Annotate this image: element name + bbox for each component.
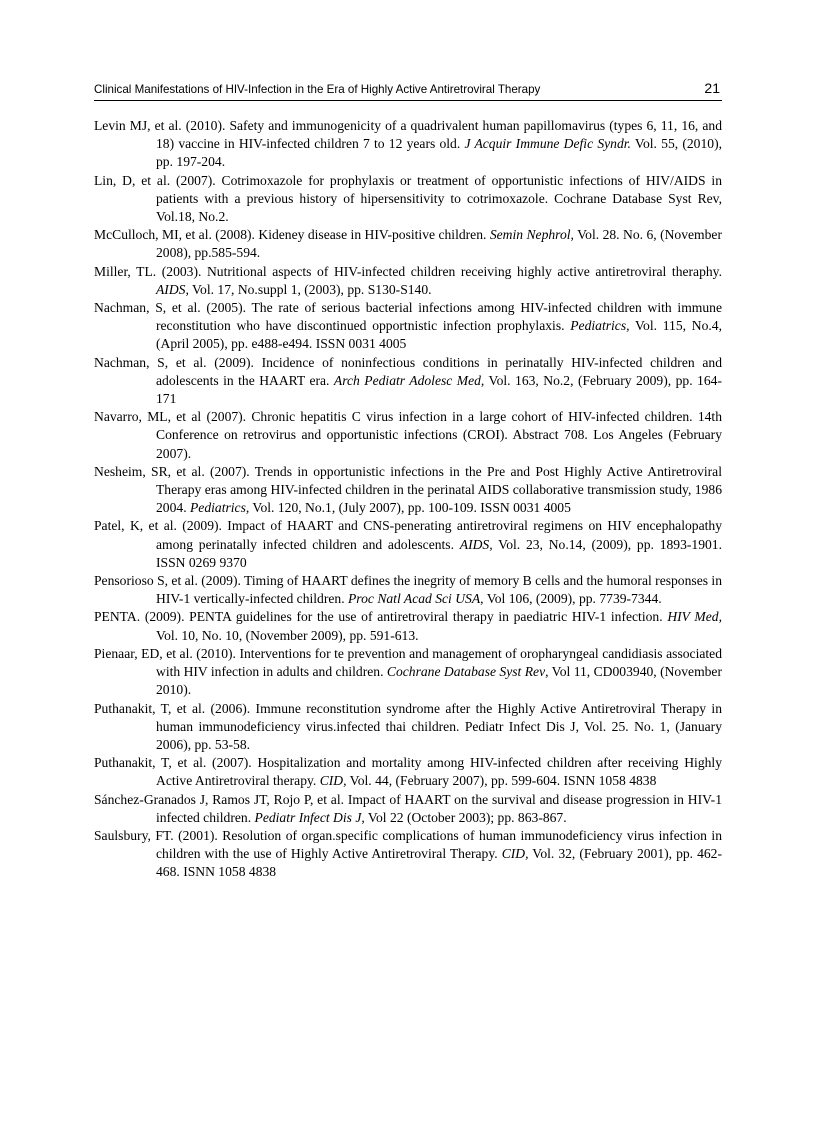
reference-text: Sánchez-Granados J, Ramos JT, Rojo P, et al. Impact of HAART on the survival and disease progression in HIV-1 infected children.: [94, 791, 722, 825]
journal-name: Cochrane Database Syst Rev: [386, 664, 546, 680]
reference-entry: [94, 226, 722, 262]
reference-entry: [94, 463, 722, 518]
reference-details: Vol. 120, No.1, (July 2007), pp. 100-109. ISSN 0031 4005: [249, 500, 571, 516]
reference-details: , Vol 106, (2009), pp. 7739-7344.: [480, 591, 662, 607]
reference-text: Puthanakit, T, et al. (2007). Hospitalization and mortality among HIV-infected children after receiving Highly Active Antiretroviral therapy.: [94, 755, 722, 789]
journal-name: Proc Natl Acad Sci USA: [348, 591, 481, 607]
journal-name: Pediatrics,: [570, 318, 630, 334]
journal-name: CID,: [319, 773, 347, 789]
reference-entry: [94, 263, 722, 299]
journal-name: Pediatr Infect Dis J: [254, 809, 362, 825]
reference-text: Pensorioso S, et al. (2009). Timing of HAART defines the inegrity of memory B cells and the humoral responses in HIV-1 vertically-infected children.: [94, 573, 722, 607]
reference-entry: [94, 791, 722, 827]
journal-name: J Acquir Immune Defic Syndr.: [464, 136, 631, 152]
reference-details: Vol. 17, No.suppl 1, (2003), pp. S130-S140.: [188, 281, 432, 297]
reference-text: Miller, TL. (2003). Nutritional aspects of HIV-infected children receiving highly active antiretroviral theraphy.: [94, 263, 722, 279]
reference-text: PENTA. (2009). PENTA guidelines for the use of antiretroviral therapy in paediatric HIV-1 infection.: [94, 609, 668, 625]
journal-name: AIDS,: [156, 281, 189, 297]
reference-entry: [94, 608, 722, 644]
page-number: 21: [704, 80, 720, 96]
running-title: Clinical Manifestations of HIV-Infection in the Era of Highly Active Antiretroviral Therapy: [94, 83, 541, 96]
reference-details: Vol. 163, No.2, (February 2009), pp. 164-171: [156, 372, 722, 407]
journal-name: CID,: [501, 846, 529, 862]
reference-list: [94, 117, 722, 882]
reference-text: Nachman, S, et al. (2009). Incidence of noninfectious conditions in perinatally HIV-infected children and adolescents in the HAART era.: [94, 354, 722, 388]
reference-details: Vol. 115, No.4, (April 2005), pp. e488-e494. ISSN 0031 4005: [156, 318, 722, 352]
journal-name: Arch Pediatr Adolesc Med,: [333, 372, 485, 388]
reference-entry: [94, 172, 722, 227]
reference-text: Puthanakit, T, et al. (2006). Immune reconstitution syndrome after the Highly Active Antiretroviral Therapy in human immunodeficiency virus.infected thai children. Pediatr Infect Dis J, Vol. 25. No. 1, (January 2006), pp. 53-58.: [94, 700, 722, 752]
reference-entry: [94, 517, 722, 572]
reference-details: , Vol 11, CD003940, (November 2010).: [156, 664, 722, 698]
reference-text: McCulloch, MI, et al. (2008). Kideney disease in HIV-positive children.: [94, 227, 490, 243]
reference-entry: [94, 700, 722, 755]
reference-text: Lin, D, et al. (2007). Cotrimoxazole for prophylaxis or treatment of opportunistic infections of HIV/AIDS in patients with a previous history of hipersensitivity to cotrimoxazole. Cochrane Database Syst Rev, Vol.18, No.2.: [94, 172, 722, 225]
reference-entry: [94, 827, 722, 882]
reference-text: Nesheim, SR, et al. (2007). Trends in opportunistic infections in the Pre and Post Highly Active Antiretroviral Therapy eras among HIV-infected children in the perinatal AIDS collaborative transmission study, 1986 2004.: [94, 463, 722, 516]
reference-details: , Vol. 28. No. 6, (November 2008), pp.585-594.: [156, 227, 722, 261]
journal-name: AIDS,: [459, 536, 493, 552]
reference-text: Levin MJ, et al. (2010). Safety and immunogenicity of a quadrivalent human papillomavirus (types 6, 11, 16, and 18) vaccine in HIV-infected children 7 to 12 years old.: [94, 118, 722, 152]
reference-details: Vol. 10, No. 10, (November 2009), pp. 591-613.: [156, 627, 419, 643]
reference-entry: [94, 354, 722, 409]
reference-entry: [94, 645, 722, 700]
reference-details: Vol. 32, (February 2001), pp. 462-468. ISNN 1058 4838: [156, 846, 722, 880]
journal-name: Semin Nephrol: [489, 227, 571, 243]
reference-text: Saulsbury, FT. (2001). Resolution of organ.specific complications of human immunodeficiency virus infection in children with the use of Highly Active Antiretroviral Therapy.: [94, 827, 722, 862]
journal-name: HIV Med,: [667, 609, 722, 625]
reference-entry: [94, 754, 722, 790]
reference-text: Patel, K, et al. (2009). Impact of HAART and CNS-penerating antiretroviral regimens on HIV encephalopathy among perinatally infected children and adolescents.: [94, 518, 722, 552]
reference-entry: [94, 572, 722, 608]
reference-details: Vol. 44, (February 2007), pp. 599-604. ISNN 1058 4838: [346, 773, 657, 789]
reference-details: , Vol 22 (October 2003); pp. 863-867.: [361, 809, 567, 825]
running-header: [94, 80, 722, 101]
reference-text: Navarro, ML, et al (2007). Chronic hepatitis C virus infection in a large cohort of HIV-infected children. 14th Conference on retrovirus and opportunistic infections (CROI). Abstract 708. Los Angeles (February 2007).: [94, 409, 722, 461]
reference-entry: [94, 408, 722, 463]
reference-details: Vol. 23, No.14, (2009), pp. 1893-1901. ISSN 0269 9370: [156, 536, 722, 570]
reference-details: Vol. 55, (2010), pp. 197-204.: [156, 136, 722, 170]
reference-text: Nachman, S, et al. (2005). The rate of serious bacterial infections among HIV-infected children with immune reconstitution who have discontinued opportnistic infection prophylaxis.: [94, 300, 722, 334]
reference-text: Pienaar, ED, et al. (2010). Interventions for te prevention and management of oropharyngeal candidiasis associated with HIV infection in adults and children.: [94, 645, 722, 680]
reference-entry: [94, 117, 722, 172]
reference-entry: [94, 299, 722, 354]
journal-name: Pediatrics,: [189, 500, 250, 516]
